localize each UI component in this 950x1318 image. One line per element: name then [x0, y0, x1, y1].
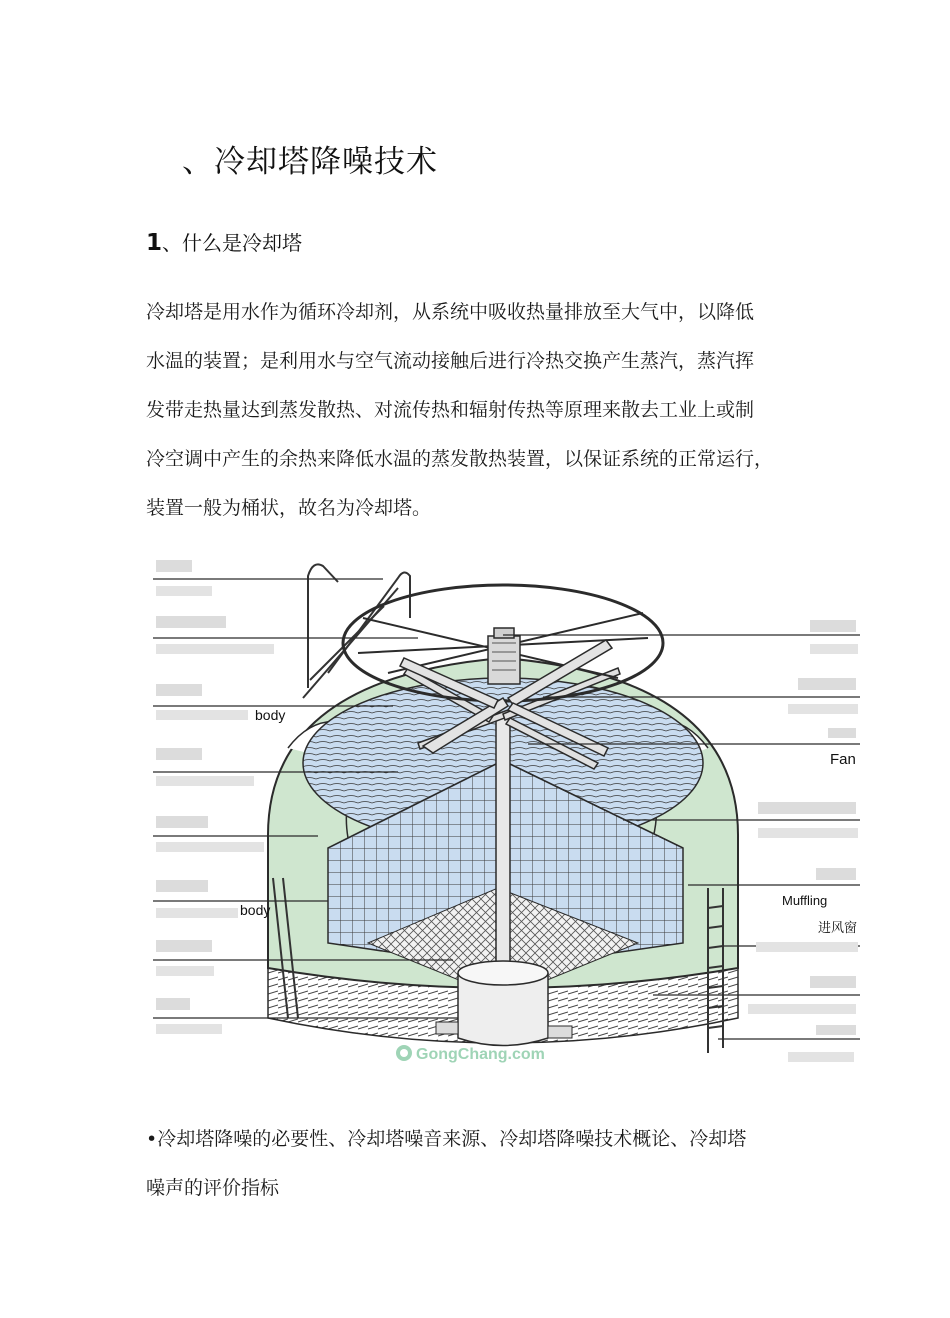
label-fan: Fan: [830, 751, 856, 768]
paragraph-line: 冷却塔是用水作为循环冷却剂，从系统中吸收热量排放至大气中，以降低: [146, 301, 755, 323]
watermark-text: GongChang.com: [416, 1046, 545, 1063]
bullet-line: 噪声的评价指标: [146, 1177, 280, 1199]
bullet-paragraph: [146, 1115, 836, 1213]
page-title: 、冷却塔降噪技术: [182, 144, 438, 180]
section-number: 1: [146, 230, 163, 256]
section-heading-text: 、什么是冷却塔: [162, 231, 303, 255]
paragraph-line: 冷空调中产生的余热来降低水温的蒸发散热装置，以保证系统的正常运行，: [146, 448, 774, 470]
section-heading: [146, 227, 302, 256]
label-upper-body: body: [255, 707, 286, 723]
paragraph-line: 装置一般为桶状，故名为冷却塔。: [146, 497, 432, 519]
label-air-inlet: 进风窗: [818, 920, 858, 935]
label-middle-body: body: [240, 902, 271, 918]
cooling-tower-illustration: [148, 548, 862, 1076]
paragraph-line: 发带走热量达到蒸发散热、对流传热和辐射传热等原理来散去工业上或制: [146, 399, 755, 421]
bullet-line: •冷却塔降噪的必要性、冷却塔噪音来源、冷却塔降噪技术概论、冷却塔: [146, 1128, 747, 1150]
label-muffling: Muffling: [782, 893, 828, 908]
cooling-tower-diagram: [148, 548, 862, 1076]
paragraph-line: 水温的装置；是利用水与空气流动接触后进行冷热交换产生蒸汽，蒸汽挥: [146, 350, 755, 372]
watermark-logo: [396, 1045, 545, 1063]
intro-paragraph: [146, 288, 836, 533]
